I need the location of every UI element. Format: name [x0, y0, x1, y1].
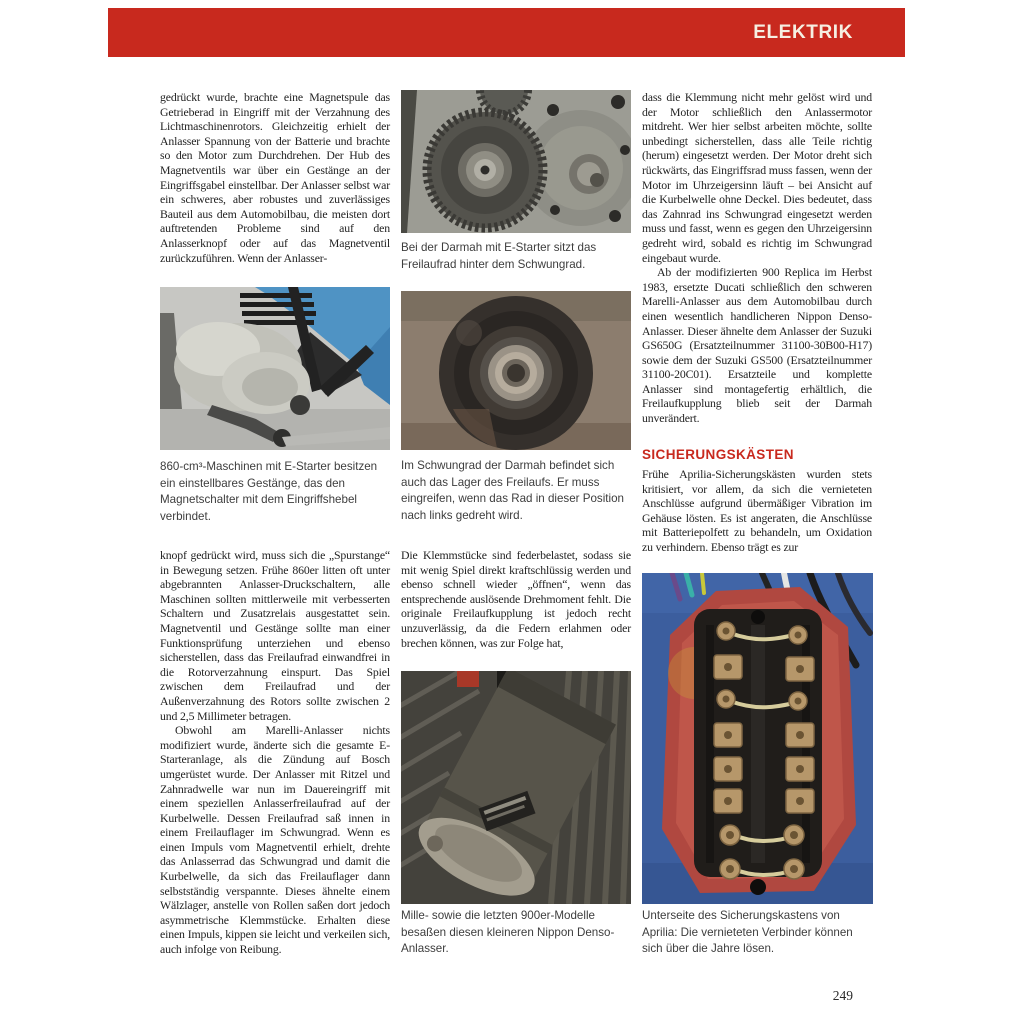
caption-motorcycle: 860-cm³-Maschinen mit E-Starter besitzen ein einstellbares Gestänge, das den Magnetschalter mit dem Eingriffshebel verbindet.	[160, 460, 378, 523]
photo-fusebox-underside	[642, 573, 873, 904]
caption-flywheel: Im Schwungrad der Darmah befindet sich auch das Lager des Freilaufs. Er muss eingreifen, wenn das Rad in dieser Position nach links gedreht wird.	[401, 459, 624, 522]
motorcycle-photo-illustration	[160, 287, 390, 450]
body-paragraph: knopf gedrückt wird, muss sich die „Spurstange“ in Bewegung setzen. Frühe 860er litten oft unter abgebrannten Anlasser-Druckschaltern, alle Maschinen sollten mittlerweile mit verbesserten Schaltern und Zusatzrelais ausgestattet sein. Magnetventil und Gestänge sollte man einer Funktionsprüfung unterziehen und ebenso sicherstellen, dass das Freilaufrad einwandfrei in die Rotorverzahnung einspurt. Das Spiel zwischen dem Freilaufrad und der Außenverzahnung des Rotors sollte zwischen 2 und 2,5 Millimeter betragen.	[160, 548, 390, 723]
fusebox-photo-illustration	[642, 573, 873, 904]
column3-paragraph-bottom	[642, 467, 872, 555]
body-paragraph: Frühe Aprilia-Sicherungskästen wurden stets kritisiert, vor allem, da sich die vernieteten Anschlüsse aufgrund übermäßiger Vibration im Gehäuse lösten. Es ist angeraten, die Anschlüsse mit Batteriepolfett zu behandeln, um Oxidation zu verhindern. Ebenso trägt es zur	[642, 467, 872, 554]
column3-paragraphs-top	[642, 90, 872, 426]
column1-paragraphs-bottom	[160, 548, 390, 957]
chapter-title: ELEKTRIK	[753, 21, 853, 43]
body-paragraph: Ab der modifizierten 900 Replica im Herbst 1983, ersetzte Ducati schließlich den schweren Marelli-Anlasser aus dem Automobilbau durch einen wesentlich handlicheren Nippon Denso-Anlasser. Dieser ähnelte dem Anlasser der Suzuki GS650G (Ersatzteilnummer 31100-30B00-H17) sowie dem der Suzuki GS500 (Ersatzteilnummer 31100-20C01). Ersatzteile und komplette Anlasser sind montagefertig erhältlich, die Freilaufkupplung blieb seit der Darmah unverändert.	[642, 265, 872, 426]
caption-fusebox: Unterseite des Sicherungskastens von Aprilia: Die vernieteten Verbinder können sich über die Jahre lösen.	[642, 909, 853, 956]
page-number: 249	[832, 988, 853, 1003]
chapter-header-bar	[108, 8, 905, 57]
gears-photo-illustration	[401, 90, 631, 233]
photo-flywheel-bearing	[401, 291, 631, 450]
caption-gears: Bei der Darmah mit E-Starter sitzt das Freilaufrad hinter dem Schwungrad.	[401, 241, 597, 271]
caption-starter: Mille- sowie die letzten 900er-Modelle besaßen diesen kleineren Nippon Denso-Anlasser.	[401, 909, 615, 956]
section-heading-sicherungskaesten: SICHERUNGSKÄSTEN	[642, 447, 794, 462]
flywheel-photo-illustration	[401, 291, 631, 450]
body-paragraph: Die Klemmstücke sind federbelastet, sodass sie mit wenig Spiel direkt kraftschlüssig werden und ebenso schnell wieder „öffnen“, wenn das entsprechende auslösende Drehmoment fehlt. Die originale Freilaufkupplung ist jedoch recht unzuverlässig, da die Federn erlahmen oder brechen können, was zur Folge hat,	[401, 548, 631, 650]
column2-paragraph	[401, 548, 631, 650]
photo-motorcycle-engine-linkage	[160, 287, 390, 450]
column1-paragraph-top	[160, 90, 390, 265]
body-paragraph: dass die Klemmung nicht mehr gelöst wird und der Motor schließlich den Anlassermotor mitdreht. Wer hier selbst arbeiten möchte, sollte unbedingt sicherstellen, dass alle Teile richtig (herum) eingesetzt werden. Der Motor dreht sich rückwärts, das Eingriffsrad muss fassen, wenn der Motor im Uhrzeigersinn läuft – bei Ansicht auf die Kurbelwelle ohne Deckel. Dies bedeutet, dass das Zahnrad ins Schwungrad eingesetzt werden muss und fasst, wenn es gegen den Uhrzeigersinn gedreht wird, sobald es richtig im Schwungrad eingebaut wurde.	[642, 90, 872, 265]
photo-nippon-denso-starter	[401, 671, 631, 904]
body-paragraph: Obwohl am Marelli-Anlasser nichts modifiziert wurde, änderte sich die gesamte E-Starteranlage, als die Zündung auf Bosch umgerüstet wurde. Der Anlasser mit Ritzel und Zahnradwelle war nun im Dauereingriff mit einem speziellen Anlasserfreilaufrad auf der Kurbelwelle. Dessen Freilaufrad saß innen in einem Freilauflager im Schwungrad. Wenn es einen Impuls vom Magnetventil erhielt, drehte das Anlasserrad das Schwungrad und damit die Kurbelwelle, da sich das Freilauflager dann selbstständig verspannte. Dieses ähnelte einem Wälzlager, anstelle von Rollen saßen dort jedoch asymmetrische Klemmstücke. Erhalten diese einen Impuls, kippen sie leicht und verkeilen sich, auch infolge von Reibung.	[160, 723, 390, 957]
photo-freewheel-gears	[401, 90, 631, 233]
starter-photo-illustration	[401, 671, 631, 904]
body-paragraph: gedrückt wurde, brachte eine Magnetspule das Getrieberad in Eingriff mit der Verzahnung des Lichtmaschinenrotors. Gleichzeitig erhielt der Anlasser Spannung von der Batterie und brachte so den Motor zum Durchdrehen. Der Hub des Magnetventils war über ein Gestänge an der Eingriffsgabel einstellbar. Der Anlasser selbst war ein schweres, aber robustes und zuverlässiges Bauteil aus dem Automobilbau, die meisten dort auftretenden Probleme sind auf den Anlasserknopf oder auf das Magnetventil zurückzuführen. Wenn der Anlasser-	[160, 90, 390, 265]
